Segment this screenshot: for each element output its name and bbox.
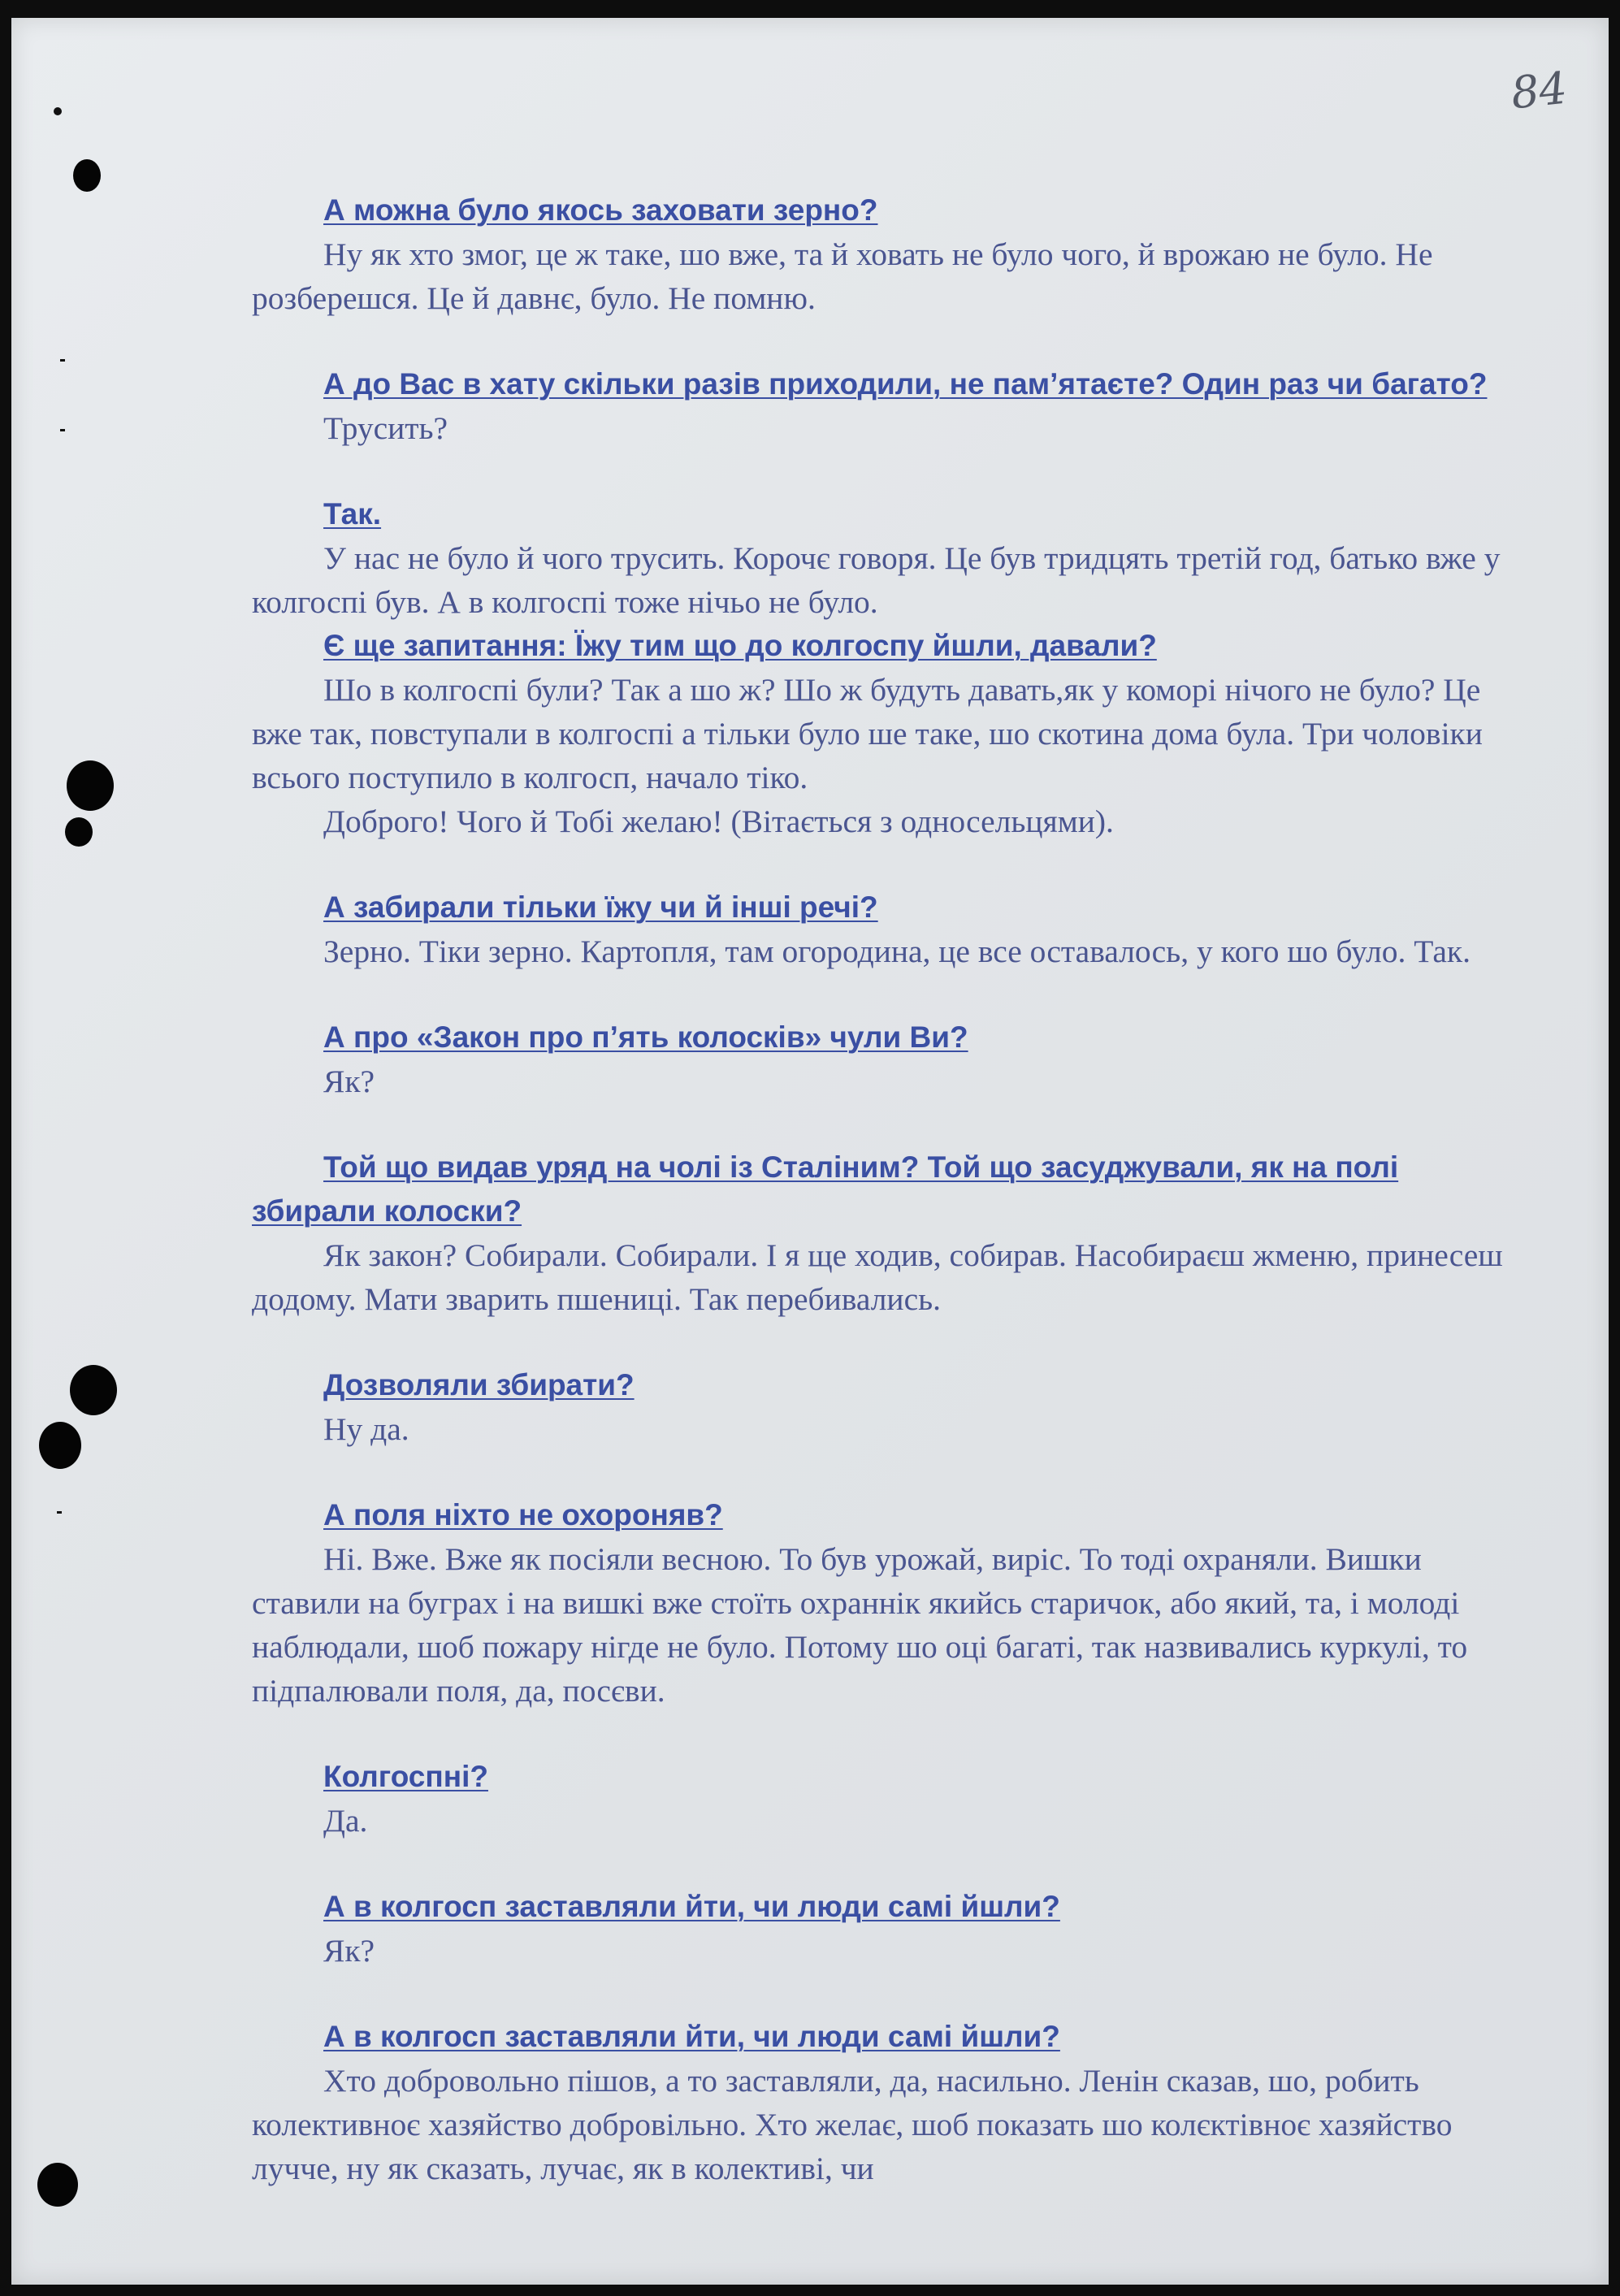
margin-mark <box>54 107 62 115</box>
question: Є ще запитання: Їжу тим що до колгоспу йшли, давали? <box>323 629 1157 662</box>
qa-block <box>252 1016 1510 1103</box>
question: А поля ніхто не охороняв? <box>323 1498 723 1531</box>
question: А в колгосп заставляли йти, чи люди самі йшли? <box>323 1890 1060 1923</box>
question: А забирали тільки їжу чи й інші речі? <box>323 890 878 924</box>
answer: Зерно. Тіки зерно. Картопля, там огородина, це все оставалось, у кого шо було. Так. <box>323 934 1471 969</box>
interview-transcript <box>252 188 1510 2190</box>
punch-hole <box>70 1365 117 1415</box>
question: А про «Закон про п’ять колосків» чули Ви? <box>323 1020 968 1054</box>
margin-mark <box>60 359 65 362</box>
answer: Шо в колгоспі були? Так а шо ж? Шо ж будуть давать,як у коморі нічого не було? Це вже так, повступали в колгоспі а тільки було ше таке, шо скотина дома була. Три чоловіки всього поступило в колгосп, начало тіко. <box>252 672 1483 795</box>
margin-mark <box>60 429 65 431</box>
margin-mark <box>57 1511 62 1514</box>
answer: У нас не було й чого трусить. Корочє говоря. Це був тридцять третій год, батько вже у колгоспі був. А в колгоспі тоже нічьо не було. <box>252 540 1501 620</box>
qa-block <box>252 1755 1510 1843</box>
qa-block <box>252 2015 1510 2190</box>
question: А в колгосп заставляли йти, чи люди самі йшли? <box>323 2020 1060 2053</box>
question: А можна було якось заховати зерно? <box>323 193 878 227</box>
qa-block <box>252 188 1510 320</box>
qa-block <box>252 1363 1510 1451</box>
answer: Ну як хто змог, це ж таке, шо вже, та й ховать не було чого, й врожаю не було. Не розберешся. Це й давнє, було. Не помню. <box>252 236 1433 316</box>
answer: Ні. Вже. Вже як посіяли весною. То був урожай, виріс. То тоді охраняли. Вишки ставили на буграх і на вишкі вже стоїть охраннік якийсь старичок, або який, та, і молоді наблюдали, шоб пожару нігде не було. Потому шо оці багаті, так назвивались куркулі, то підпалювали поля, да, посєви. <box>252 1541 1468 1709</box>
punch-hole <box>67 760 114 811</box>
question: Дозволяли збирати? <box>323 1368 635 1401</box>
qa-block <box>252 1493 1510 1713</box>
punch-hole <box>37 2163 78 2207</box>
question: Колгоспні? <box>323 1760 488 1793</box>
qa-block <box>252 886 1510 973</box>
punch-hole <box>73 159 101 192</box>
qa-block <box>252 362 1510 450</box>
answer: Трусить? <box>323 410 448 446</box>
question: Так. <box>323 497 382 531</box>
qa-block <box>252 1885 1510 1973</box>
answer: Як закон? Собирали. Собирали. І я ще ходив, собирав. Насобираєш жменю, принесеш додому. Мати зварить пшениці. Так перебивались. <box>252 1237 1503 1317</box>
answer: Доброго! Чого й Тобі желаю! (Вітається з односельцями). <box>323 804 1114 839</box>
qa-block <box>252 624 1510 843</box>
answer: Ну да. <box>323 1411 409 1447</box>
answer: Хто добровольно пішов, а то заставляли, да, насильно. Ленін сказав, шо, робить колективноє хазяйство добровільно. Хто желає, шоб показать шо колєктівноє хазяйство лучче, ну як сказать, лучає, як в колективі, чи <box>252 2063 1453 2186</box>
question: А до Вас в хату скільки разів приходили, не пам’ятаєте? Один раз чи багато? <box>323 367 1488 401</box>
page-number: 84 <box>1508 62 1570 119</box>
qa-block <box>252 492 1510 624</box>
answer: Да. <box>323 1803 368 1839</box>
document-page <box>11 18 1609 2285</box>
question: Той що видав уряд на чолі із Сталіним? Той що засуджували, як на полі збирали колоски? <box>252 1150 1399 1228</box>
answer: Як? <box>323 1933 375 1969</box>
punch-hole <box>39 1422 81 1469</box>
qa-block <box>252 1146 1510 1321</box>
punch-hole <box>65 817 93 847</box>
answer: Як? <box>323 1064 375 1099</box>
